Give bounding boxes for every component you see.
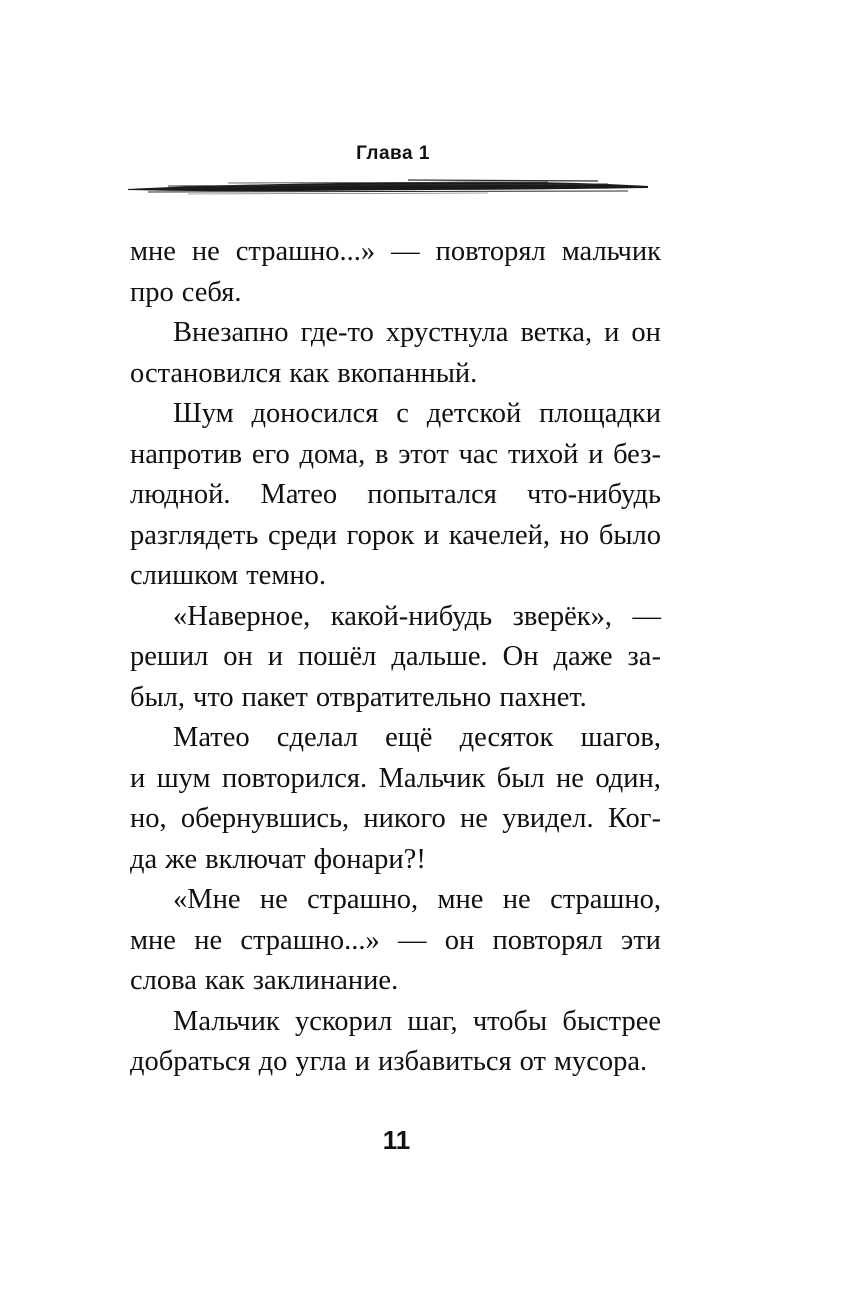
text-line: мне не страшно...» — повторял мальчик [130, 236, 661, 267]
text-line: решил он и пошёл дальше. Он даже за- [130, 641, 661, 672]
text-line: Матео сделал ещё десяток шагов, [173, 722, 661, 753]
text-line: напротив его дома, в этот час тихой и без- [130, 438, 661, 470]
paragraph [130, 232, 661, 313]
paragraph [130, 718, 661, 880]
text-line: слова как заклинание. [130, 965, 399, 996]
text-line: разглядеть среди горок и качелей, но было [130, 519, 661, 551]
paragraph [130, 597, 661, 719]
text-line: добраться до угла и избавиться от мусора. [130, 1046, 648, 1077]
chapter-heading: Глава 1 [356, 143, 430, 164]
text-line: Шум доносился с детской площадки [173, 398, 661, 429]
text-line: да же включат фонари?! [130, 843, 426, 875]
paragraph [130, 394, 661, 597]
text-line: и шум повторился. Мальчик был не один, [130, 762, 661, 794]
text-line: мне не страшно...» — он повторял эти [130, 924, 661, 956]
text-line: «Наверное, какой-нибудь зверёк», — [173, 600, 661, 632]
text-line: но, обернувшись, никого не увидел. Ког- [130, 803, 661, 834]
text-line: остановился как вкопанный. [130, 357, 478, 389]
text-line: Мальчик ускорил шаг, чтобы быстрее [173, 1005, 661, 1037]
page-text-body [130, 232, 661, 1083]
text-line: про себя. [130, 276, 242, 308]
text-line: людной. Матео попытался что-нибудь [130, 479, 661, 510]
text-line: был, что пакет отвратительно пахнет. [130, 681, 587, 713]
brush-stroke-divider [128, 177, 648, 199]
text-line: «Мне не страшно, мне не страшно, [173, 884, 661, 915]
paragraph [130, 313, 661, 394]
text-line: слишком темно. [130, 560, 326, 591]
page-number: 11 [382, 1125, 411, 1155]
paragraph [130, 1002, 661, 1083]
text-line: Внезапно где-то хрустнула ветка, и он [173, 317, 661, 348]
paragraph [130, 880, 661, 1002]
